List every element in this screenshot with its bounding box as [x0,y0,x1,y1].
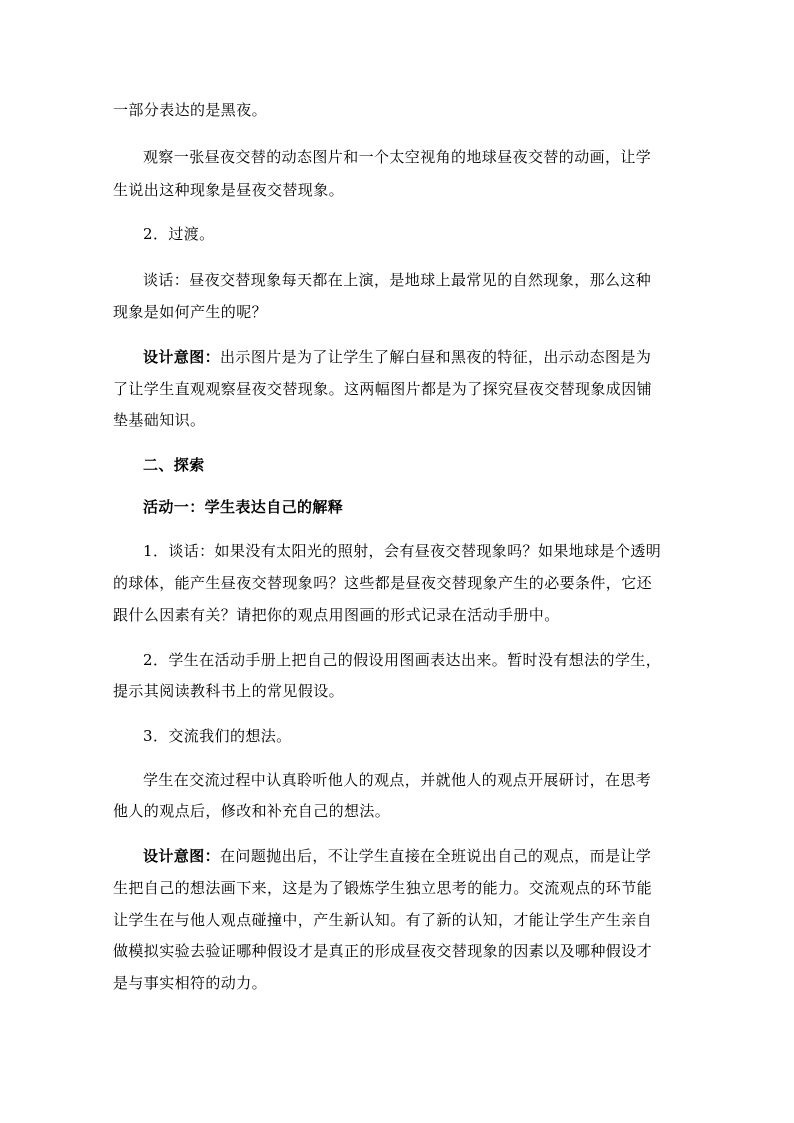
text-line: 观察一张昼夜交替的动态图片和一个太空视角的地球昼夜交替的动画，让学 [143,148,652,166]
text-line: 是与事实相符的动力。 [113,974,268,992]
text-span: 在问题抛出后，不让学生直接在全班说出自己的观点，而是让学 [220,847,652,865]
text-line: 2．过渡。 [143,225,215,243]
text-line: 跟什么因素有关？请把你的观点用图画的形式记录在活动手册中。 [113,606,560,624]
text-line: 2．学生在活动手册上把自己的假设用图画表达出来。暂时没有想法的学生， [143,651,662,669]
text-line: 学生在交流过程中认真聆听他人的观点，并就他人的观点开展研讨，在思考 [143,771,652,789]
text-span: 出示图片是为了让学生了解白昼和黑夜的特征，出示动态图是为 [220,348,652,366]
text-line: 生把自己的想法画下来，这是为了锻炼学生独立思考的能力。交流观点的环节能 [113,879,653,897]
text-line: 3．交流我们的想法。 [143,727,292,745]
paragraph-design-intent-1 [143,347,651,367]
text-line: 现象是如何产生的呢？ [113,303,268,321]
section-heading: 二、探索 [143,456,205,474]
text-line: 谈话：昼夜交替现象每天都在上演，是地球上最常见的自然现象，那么这种 [143,271,652,289]
text-line: 他人的观点后，修改和补充自己的想法。 [113,802,391,820]
text-line: 生说出这种现象是昼夜交替现象。 [113,181,345,199]
design-intent-label: 设计意图： [143,847,221,865]
text-line: 的球体，能产生昼夜交替现象吗？这些都是昼夜交替现象产生的必要条件，它还 [113,574,653,592]
text-line: 1．谈话：如果没有太阳光的照射，会有昼夜交替现象吗？如果地球是个透明 [143,542,662,560]
activity-heading: 活动一：学生表达自己的解释 [143,498,344,516]
text-line: 了让学生直观观察昼夜交替现象。这两幅图片都是为了探究昼夜交替现象成因铺 [113,380,653,398]
text-line: 让学生在与他人观点碰撞中，产生新认知。有了新的认知，才能让学生产生亲自 [113,911,653,929]
text-line: 一部分表达的是黑夜。 [113,101,268,119]
text-line: 做模拟实验去验证哪种假设才是真正的形成昼夜交替现象的因素以及哪种假设才 [113,942,653,960]
text-line: 垫基础知识。 [113,411,206,429]
paragraph-design-intent-2 [143,846,651,866]
design-intent-label: 设计意图： [143,348,221,366]
text-line: 提示其阅读教科书上的常见假设。 [113,682,345,700]
